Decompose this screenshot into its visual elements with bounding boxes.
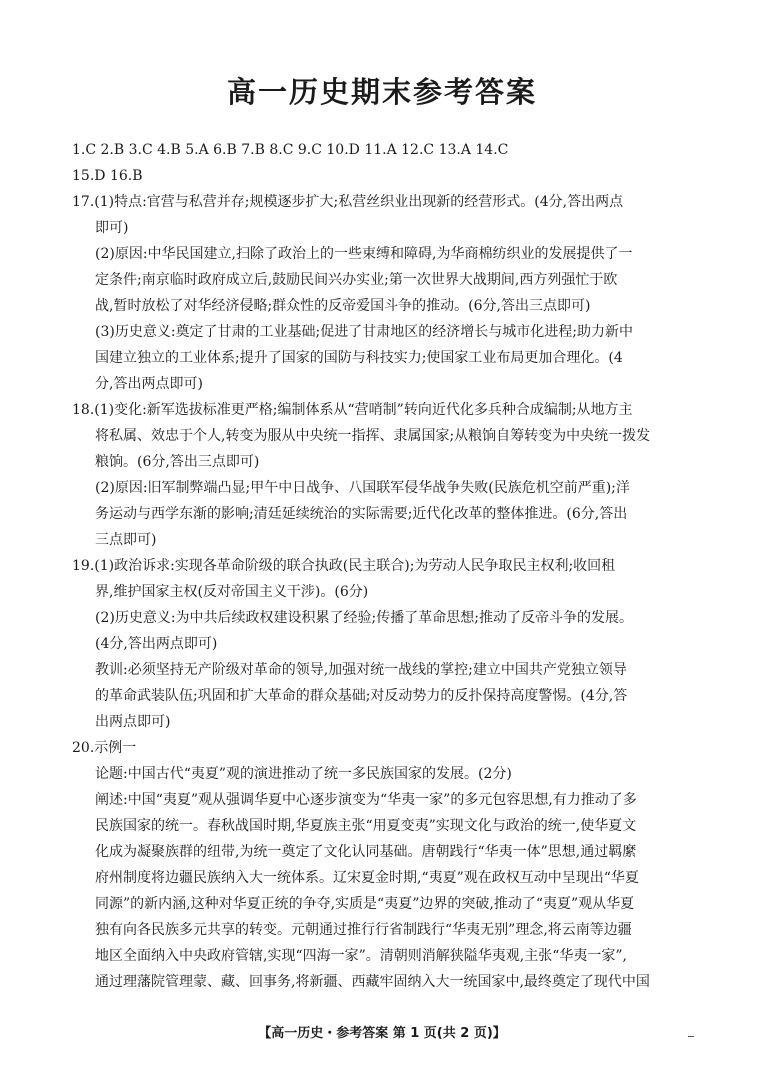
answer-line: 独有向各民族多元共享的转变。元朝通过推行行省制践行“华夷无别”理念,将云南等边疆 bbox=[95, 922, 632, 938]
answer-line: 1.C 2.B 3.C 4.B 5.A 6.B 7.B 8.C 9.C 10.D 11.A 12.C 13.A 14.C bbox=[72, 142, 509, 158]
answer-line: 20.示例一 bbox=[72, 740, 137, 756]
answer-line: 界,维护国家主权(反对帝国主义干涉)。(6分) bbox=[95, 584, 369, 600]
answer-line: 同源”的新内涵,这种对华夏正统的争夺,实质是“夷夏”边界的突破,推动了“夷夏”观从华夏 bbox=[95, 896, 635, 912]
answer-line: 战,暂时放松了对华经济侵略;群众性的反帝爱国斗争的推动。(6分,答出三点即可) bbox=[95, 298, 591, 314]
answer-line: 19.(1)政治诉求:实现各革命阶级的联合执政(民主联合);为劳动人民争取民主权利;收回租 bbox=[72, 558, 616, 574]
answer-line: 三点即可) bbox=[95, 532, 157, 548]
answer-line: 出两点即可) bbox=[95, 714, 171, 730]
answer-line: (3)历史意义:奠定了甘肃的工业基础;促进了甘肃地区的经济增长与城市化进程;助力新中 bbox=[95, 324, 633, 340]
answer-line: 阐述:中国“夷夏”观从强调华夏中心逐步演变为“华夷一家”的多元包容思想,有力推动了多 bbox=[95, 792, 637, 808]
answer-line: (2)原因:中华民国建立,扫除了政治上的一些束缚和障碍,为华商棉纺织业的发展提供了一 bbox=[95, 246, 633, 262]
answer-line: 地区全面纳入中央政府管辖,实现“四海一家”。清朝则消解狭隘华夷观,主张“华夷一家”, bbox=[95, 948, 627, 964]
answer-line: 府州制度将边疆民族纳入大一统体系。辽宋夏金时期,“夷夏”观在政权互动中呈现出“华夏 bbox=[95, 870, 639, 886]
page-footer: 【高一历史・参考答案 第 1 页(共 2 页)】 bbox=[258, 1026, 506, 1041]
answer-line: 教训:必须坚持无产阶级对革命的领导,加强对统一战线的掌控;建立中国共产党独立领导 bbox=[95, 662, 627, 678]
answer-line: (4分,答出两点即可) bbox=[95, 636, 218, 652]
answer-line: 粮饷。(6分,答出三点即可) bbox=[95, 454, 260, 470]
page-title: 高一历史期末参考答案 bbox=[226, 75, 537, 109]
answer-line: (2)历史意义:为中共后续政权建设积累了经验;传播了革命思想;推动了反帝斗争的发展。 bbox=[95, 610, 633, 626]
answer-line: 通过理藩院管理蒙、藏、回事务,将新疆、西藏牢固纳入大一统国家中,最终奠定了现代中国 bbox=[95, 974, 650, 990]
answer-line: 的革命武装队伍;巩固和扩大革命的群众基础;对反动势力的反扑保持高度警惕。(4分,答 bbox=[95, 688, 628, 704]
footer-mark bbox=[688, 1036, 694, 1037]
answer-line: 17.(1)特点:官营与私营并存;规模逐步扩大;私营丝织业出现新的经营形式。(4分,答出两点 bbox=[72, 194, 624, 210]
answer-line: 化成为凝聚族群的纽带,为统一奠定了文化认同基础。唐朝践行“华夷一体”思想,通过羁縻 bbox=[95, 844, 637, 860]
answer-line: 将私属、效忠于个人,转变为服从中央统一指挥、隶属国家;从粮饷自筹转变为中央统一拨发 bbox=[95, 428, 651, 444]
answer-line: 民族国家的统一。春秋战国时期,华夏族主张“用夏变夷”实现文化与政治的统一,使华夏文 bbox=[95, 818, 637, 834]
answer-line: (2)原因:旧军制弊端凸显;甲午中日战争、八国联军侵华战争失败(民族危机空前严重);洋 bbox=[95, 480, 630, 496]
answer-line: 定条件;南京临时政府成立后,鼓励民间兴办实业;第一次世界大战期间,西方列强忙于欧 bbox=[95, 272, 618, 288]
answer-line: 分,答出两点即可) bbox=[95, 376, 203, 392]
answer-line: 15.D 16.B bbox=[72, 168, 143, 184]
answer-line: 务运动与西学东渐的影响;清廷延续统治的实际需要;近代化改革的整体推进。(6分,答出 bbox=[95, 506, 628, 522]
answer-line: 国建立独立的工业体系;提升了国家的国防与科技实力;使国家工业布局更加合理化。(4 bbox=[95, 350, 623, 366]
answer-line: 18.(1)变化:新军选拔标准更严格;编制体系从“营哨制”转向近代化多兵种合成编制;从地方主 bbox=[72, 402, 633, 418]
answer-line: 论题:中国古代“夷夏”观的演进推动了统一多民族国家的发展。(2分) bbox=[95, 766, 512, 782]
answer-line: 即可) bbox=[95, 220, 129, 236]
